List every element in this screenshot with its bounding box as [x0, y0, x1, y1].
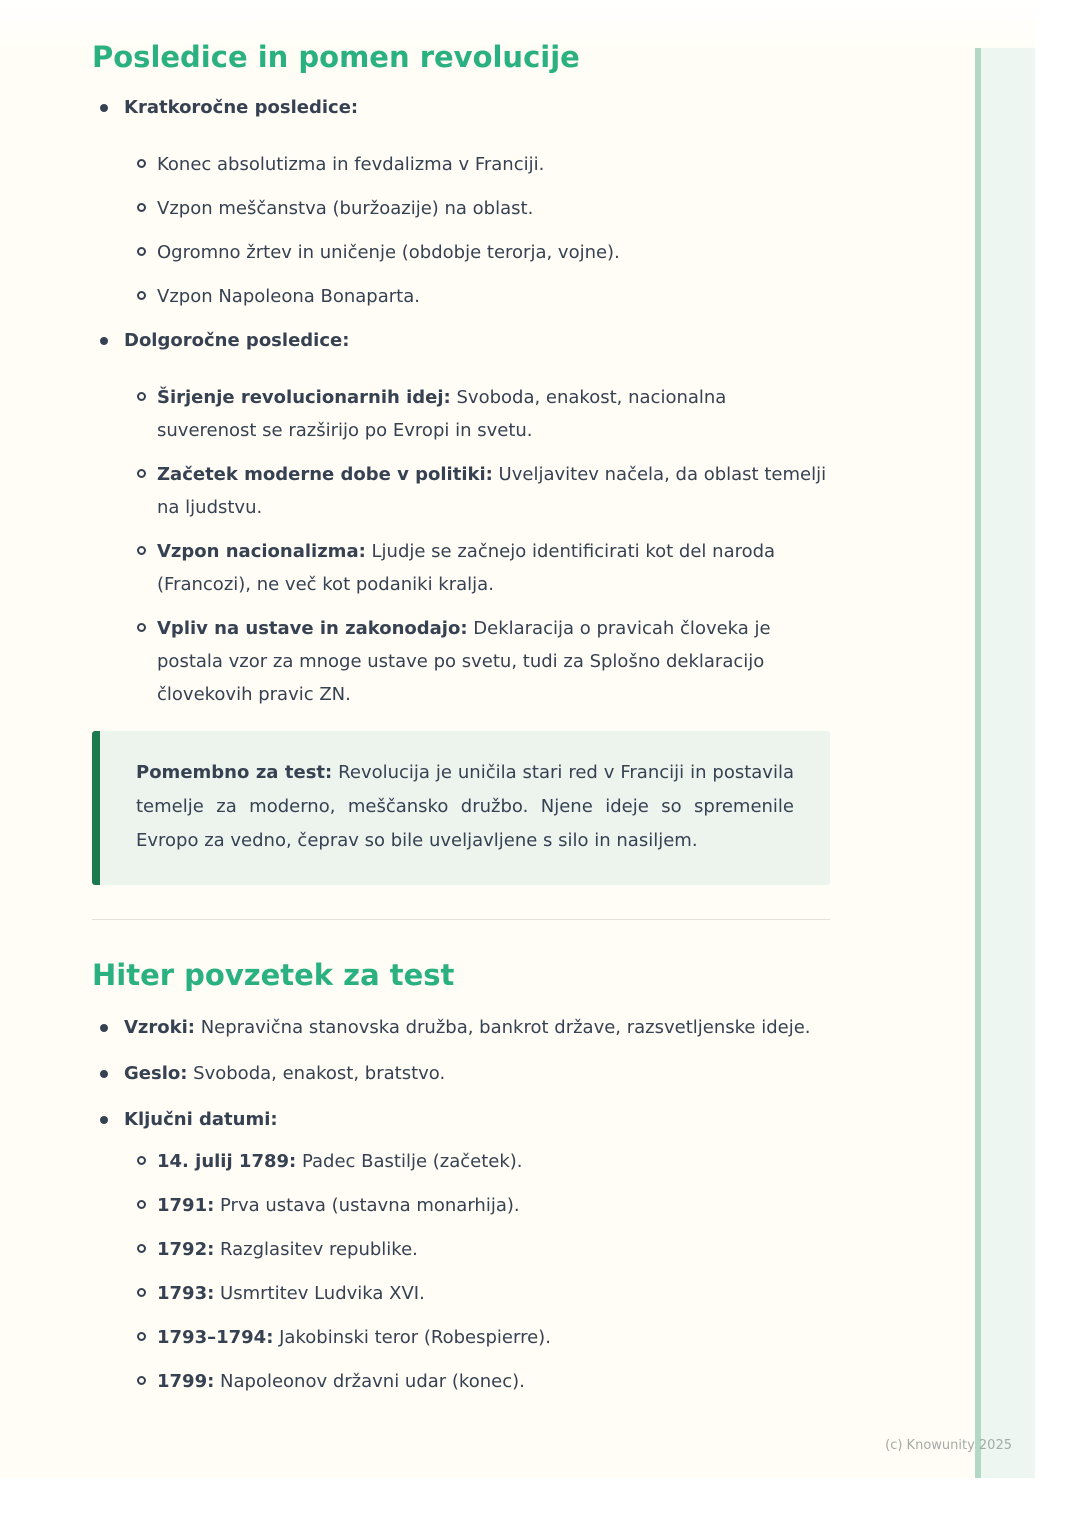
circle-bullet-icon: [137, 1145, 157, 1165]
copyright-notice: (c) Knowunity 2025: [885, 1438, 1012, 1453]
list-item-text: [124, 1011, 830, 1044]
date-body: Padec Bastilje (začetek).: [296, 1150, 523, 1172]
circle-bullet-icon: [137, 612, 157, 632]
list-item-lead: Vzroki:: [124, 1016, 195, 1038]
list-item-text: [157, 458, 830, 524]
list-item-text: Vzpon Napoleona Bonaparta.: [157, 285, 420, 307]
circle-bullet-icon: [137, 192, 157, 212]
bullet-icon: [92, 91, 124, 112]
bullet-icon: [92, 1057, 124, 1078]
date-lead: 1793–1794:: [157, 1326, 274, 1348]
list-item-text: Ogromno žrtev in uničenje (obdobje terorja, vojne).: [157, 241, 620, 263]
list-item-causes: [92, 1011, 830, 1044]
date-body: Razglasitev republike.: [214, 1238, 418, 1260]
list-item-text: [157, 1233, 830, 1266]
date-lead: 1799:: [157, 1370, 215, 1392]
circle-bullet-icon: [137, 535, 157, 555]
list-item-date: [137, 1321, 830, 1354]
date-body: Jakobinski teror (Robespierre).: [273, 1326, 551, 1348]
short-term-sublist: [137, 148, 830, 313]
date-body: Napoleonov državni udar (konec).: [214, 1370, 525, 1392]
circle-bullet-icon: [137, 1365, 157, 1385]
circle-bullet-icon: [137, 236, 157, 256]
key-dates-sublist: [137, 1145, 830, 1398]
list-item-text: [157, 612, 830, 711]
list-item-date: [137, 1233, 830, 1266]
list-item-label: Ključni datumi:: [124, 1108, 278, 1130]
list-item-label: Dolgoročne posledice:: [124, 329, 350, 351]
callout-body: Revolucija je uničila stari red v Franciji in postavila temelje za moderno, meščansko družbo. Njene ideje so spremenile Evropo za vedno, čeprav so bile uveljavljene s silo in nasiljem.: [136, 761, 794, 851]
callout-lead: Pomembno za test:: [136, 761, 333, 783]
list-item-body: Ljudje se začnejo identificirati kot del naroda (Francozi), ne več kot podaniki kralja.: [157, 540, 776, 595]
list-item-body: Deklaracija o pravicah človeka je postala vzor za mnoge ustave po svetu, tudi za Splošno deklaracijo človekovih pravic ZN.: [157, 617, 771, 705]
date-body: Prva ustava (ustavna monarhija).: [214, 1194, 520, 1216]
list-item-lead: Vpliv na ustave in zakonodajo:: [157, 617, 468, 639]
list-item-date: [137, 1365, 830, 1398]
list-item-lead: Širjenje revolucionarnih idej:: [157, 386, 451, 408]
circle-bullet-icon: [137, 1321, 157, 1341]
circle-bullet-icon: [137, 280, 157, 300]
list-item-motto: [92, 1057, 830, 1090]
bullet-icon: [92, 1103, 124, 1124]
list-item-body: Svoboda, enakost, bratstvo.: [187, 1062, 446, 1084]
list-item: [137, 280, 830, 313]
list-item-text: [157, 1365, 830, 1398]
list-item-text: [157, 535, 830, 601]
circle-bullet-icon: [137, 1233, 157, 1253]
circle-bullet-icon: [137, 1277, 157, 1297]
date-lead: 14. julij 1789:: [157, 1150, 297, 1172]
date-body: Usmrtitev Ludvika XVI.: [214, 1282, 425, 1304]
list-item-text: [157, 1145, 830, 1178]
date-lead: 1791:: [157, 1194, 215, 1216]
list-item-label: Kratkoročne posledice:: [124, 96, 359, 118]
list-item-lead: Začetek moderne dobe v politiki:: [157, 463, 493, 485]
list-item-body: Nepravična stanovska družba, bankrot države, razsvetljenske ideje.: [195, 1016, 811, 1038]
list-item-text: [157, 381, 830, 447]
document-content: [92, 40, 830, 1409]
important-note-callout: [92, 731, 830, 885]
list-item-long-term: [92, 324, 830, 357]
list-item-lead: Geslo:: [124, 1062, 188, 1084]
list-item-text: Konec absolutizma in fevdalizma v Franciji.: [157, 153, 545, 175]
list-item-body: Uveljavitev načela, da oblast temelji na ljudstvu.: [157, 463, 827, 518]
list-item: [137, 381, 830, 447]
list-item-key-dates: [92, 1103, 830, 1136]
list-item: [137, 148, 830, 181]
date-lead: 1792:: [157, 1238, 215, 1260]
bullet-icon: [92, 324, 124, 345]
list-item-short-term: [92, 91, 830, 124]
circle-bullet-icon: [137, 458, 157, 478]
section-title-consequences: Posledice in pomen revolucije: [92, 40, 580, 74]
list-item-date: [137, 1145, 830, 1178]
list-item: [137, 458, 830, 524]
list-item-text: [157, 1189, 830, 1222]
list-item-text: [124, 1057, 830, 1090]
list-item: [137, 612, 830, 711]
list-item-date: [137, 1277, 830, 1310]
list-item: [137, 192, 830, 225]
date-lead: 1793:: [157, 1282, 215, 1304]
list-item: [137, 535, 830, 601]
list-item: [137, 236, 830, 269]
list-item-date: [137, 1189, 830, 1222]
section-divider: [92, 919, 830, 920]
page-edge-strip: [975, 48, 1035, 1478]
circle-bullet-icon: [137, 1189, 157, 1209]
section-title-summary: Hiter povzetek za test: [92, 957, 455, 992]
circle-bullet-icon: [137, 381, 157, 401]
list-item-text: Vzpon meščanstva (buržoazije) na oblast.: [157, 197, 534, 219]
list-item-text: [157, 1321, 830, 1354]
circle-bullet-icon: [137, 148, 157, 168]
bullet-icon: [92, 1011, 124, 1032]
list-item-lead: Vzpon nacionalizma:: [157, 540, 366, 562]
list-item-text: [157, 1277, 830, 1310]
long-term-sublist: [137, 381, 830, 711]
list-item-body: Svoboda, enakost, nacionalna suverenost se razširijo po Evropi in svetu.: [157, 386, 727, 441]
